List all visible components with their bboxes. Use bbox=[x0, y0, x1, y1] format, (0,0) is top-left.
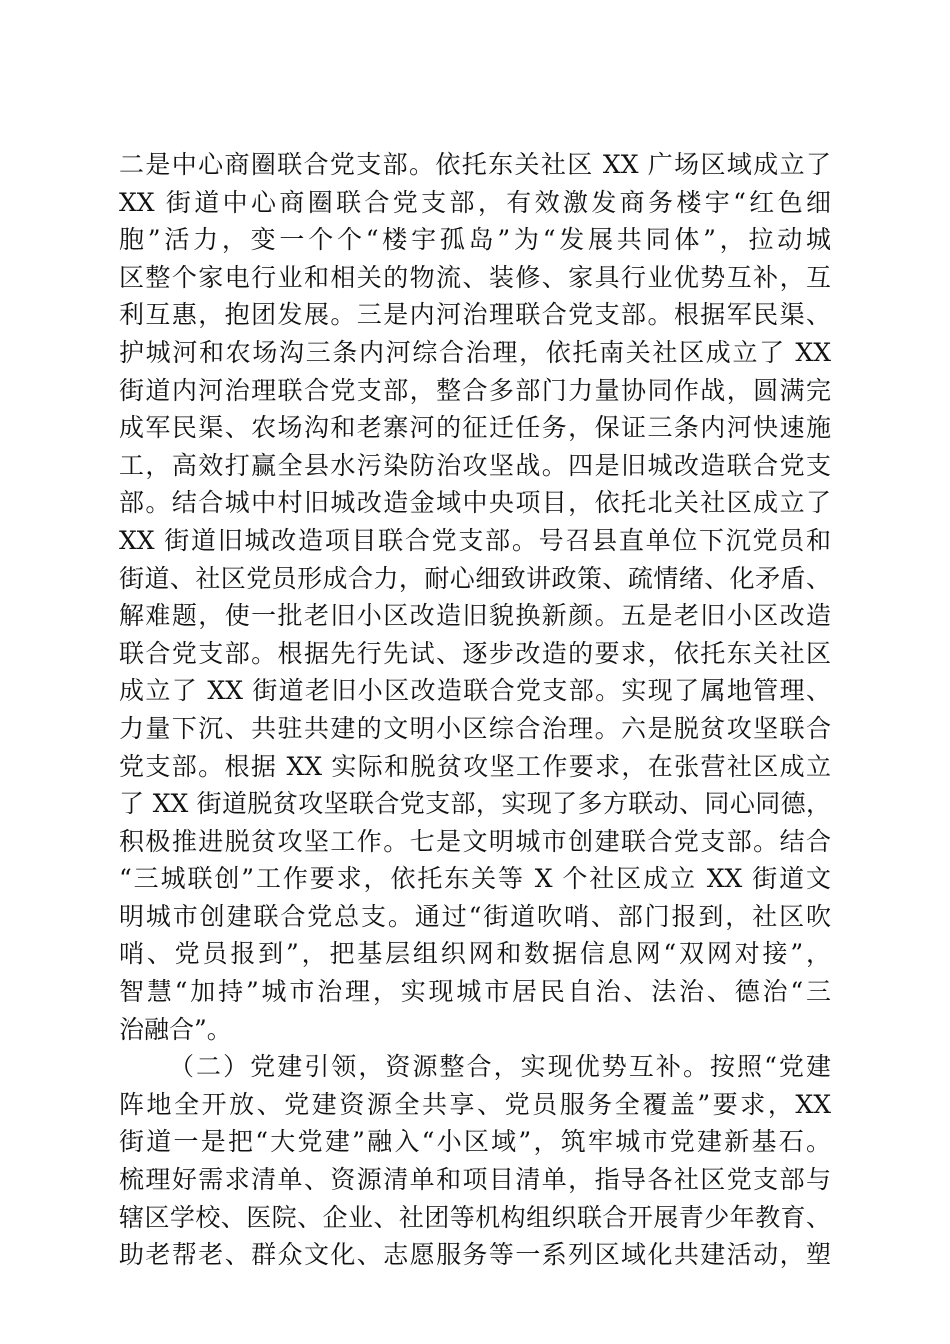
text-line: 积极推进脱贫攻坚工作。七是文明城市创建联合党支部。结合 bbox=[119, 826, 831, 856]
text-line: 治融合”。 bbox=[119, 1014, 232, 1044]
text-line: 联合党支部。根据先行先试、逐步改造的要求，依托东关社区 bbox=[119, 638, 831, 668]
text-line: 利互惠，抱团发展。三是内河治理联合党支部。根据军民渠、 bbox=[119, 300, 831, 330]
text-line: 党支部。根据 XX 实际和脱贫攻坚工作要求，在张营社区成立 bbox=[119, 751, 831, 781]
text-line: 部。结合城中村旧城改造金域中央项目，依托北关社区成立了 bbox=[119, 488, 831, 518]
section-heading-line: （二）党建引领，资源整合，实现优势互补。按照“党建 bbox=[169, 1052, 831, 1082]
text-line: 助老帮老、群众文化、志愿服务等一系列区域化共建活动，塑 bbox=[119, 1240, 831, 1270]
text-line: 二是中心商圈联合党支部。依托东关社区 XX 广场区域成立了 bbox=[119, 150, 831, 179]
text-line: 区整个家电行业和相关的物流、装修、家具行业优势互补，互 bbox=[119, 262, 831, 292]
text-line: XX 街道旧城改造项目联合党支部。号召县直单位下沉党员和 bbox=[119, 525, 831, 555]
text-line: 胞”活力，变一个个“楼宇孤岛”为“发展共同体”，拉动城 bbox=[119, 225, 831, 255]
text-line: 解难题，使一批老旧小区改造旧貌换新颜。五是老旧小区改造 bbox=[119, 601, 831, 631]
text-line: 梳理好需求清单、资源清单和项目清单，指导各社区党支部与 bbox=[119, 1165, 831, 1195]
text-line: 护城河和农场沟三条内河综合治理，依托南关社区成立了 XX bbox=[119, 337, 831, 367]
text-line: 力量下沉、共驻共建的文明小区综合治理。六是脱贫攻坚联合 bbox=[119, 713, 831, 743]
text-line: 明城市创建联合党总支。通过“街道吹哨、部门报到，社区吹 bbox=[119, 901, 831, 931]
text-line: 成军民渠、农场沟和老寨河的征迁任务，保证三条内河快速施 bbox=[119, 413, 831, 443]
document-body bbox=[119, 146, 831, 1274]
text-line: 了 XX 街道脱贫攻坚联合党支部，实现了多方联动、同心同德， bbox=[119, 789, 831, 819]
text-line: 辖区学校、医院、企业、社团等机构组织联合开展青少年教育、 bbox=[119, 1202, 831, 1232]
text-line: 街道一是把“大党建”融入“小区域”，筑牢城市党建新基石。 bbox=[119, 1127, 831, 1157]
text-line: 成立了 XX 街道老旧小区改造联合党支部。实现了属地管理、 bbox=[119, 676, 831, 706]
text-line: “三城联创”工作要求，依托东关等 X 个社区成立 XX 街道文 bbox=[119, 864, 831, 894]
text-line: 哨、党员报到”，把基层组织网和数据信息网“双网对接”， bbox=[119, 939, 831, 969]
text-line: 街道内河治理联合党支部，整合多部门力量协同作战，圆满完 bbox=[119, 375, 831, 405]
text-line: XX 街道中心商圈联合党支部，有效激发商务楼宇“红色细 bbox=[119, 187, 831, 217]
text-line: 工，高效打赢全县水污染防治攻坚战。四是旧城改造联合党支 bbox=[119, 450, 831, 480]
paragraph-1 bbox=[119, 146, 831, 1048]
text-line: 街道、社区党员形成合力，耐心细致讲政策、疏情绪、化矛盾、 bbox=[119, 563, 831, 593]
text-line: 阵地全开放、党建资源全共享、党员服务全覆盖”要求，XX bbox=[119, 1089, 831, 1119]
paragraph-2 bbox=[119, 1048, 831, 1274]
text-line: 智慧“加持”城市治理，实现城市居民自治、法治、德治“三 bbox=[119, 977, 831, 1007]
